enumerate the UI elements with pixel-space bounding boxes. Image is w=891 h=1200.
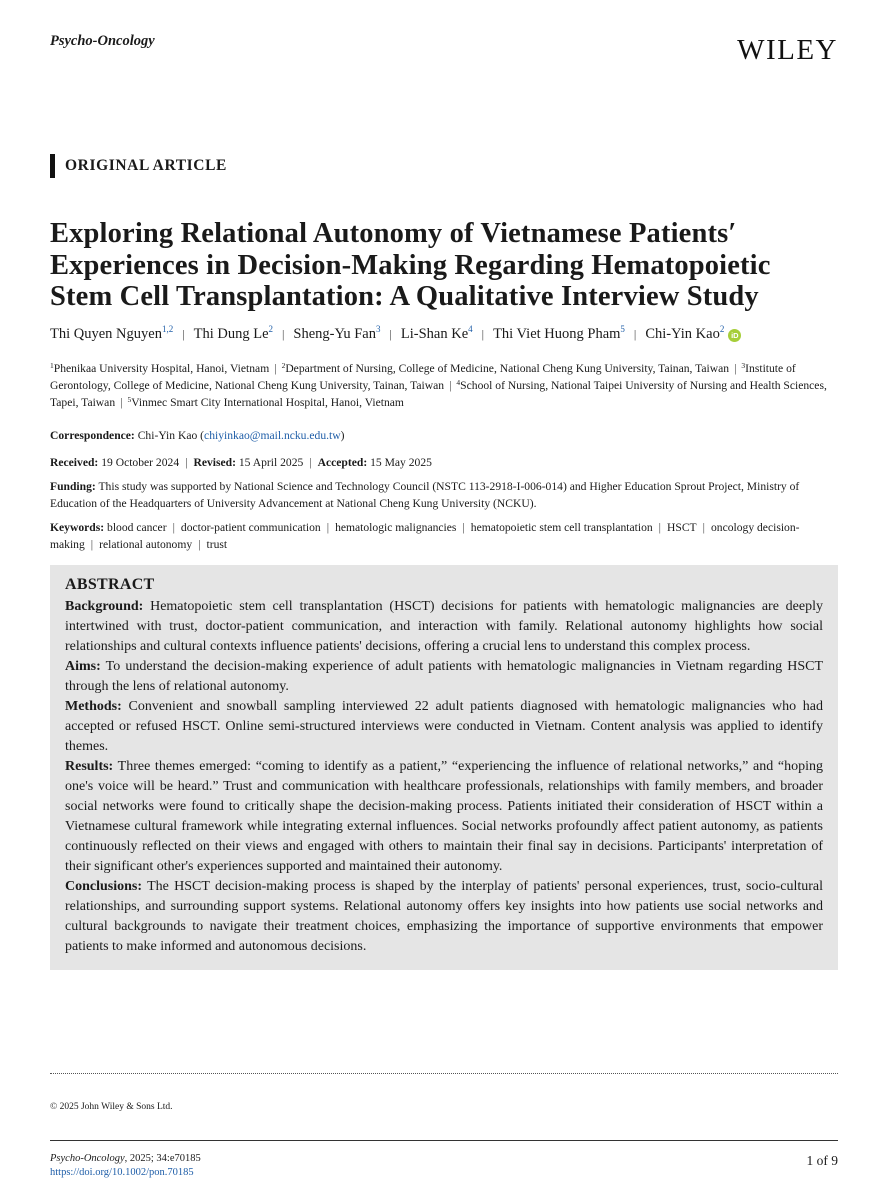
abstract-background: Background: Hematopoietic stem cell transplantation (HSCT) decisions for patients with hematologic malignancies are deeply intertwined with trust, doctor-patient communication, and interaction with family. Relational autonomy highlights how social relationships and cultural contexts influence patients' decisions, offering a crucial lens to understand this complex process. — [65, 599, 823, 654]
article-title: Exploring Relational Autonomy of Vietnamese Patients′ Experiences in Decision-Making Regarding Hematopoietic Stem Cell Transplantation: A Qualitative Interview Study — [50, 218, 771, 312]
correspondence-email-link[interactable]: chiyinkao@mail.ncku.edu.tw — [204, 429, 341, 442]
author[interactable]: Thi Viet Huong Pham$^5$ — [493, 324, 625, 342]
keyword[interactable]: hematopoietic stem cell transplantation — [470, 521, 653, 534]
separator: | — [389, 327, 392, 341]
author[interactable]: Li-Shan Ke$^4$ — [400, 324, 473, 342]
article-type-text: ORIGINAL ARTICLE — [65, 157, 227, 174]
footer-volume: , 2025; 34:e70185 — [124, 1153, 201, 1164]
page-number: 1 of 9 — [806, 1153, 838, 1168]
author[interactable]: Chi-Yin Kao$^2$ — [645, 324, 725, 342]
affiliation: School of Nursing, National Taipei University of Nursing and Health Sciences, Tapei, Taiwan — [50, 379, 827, 409]
divider — [50, 1073, 838, 1074]
abstract-heading: ABSTRACT — [65, 576, 155, 593]
affiliation: Phenikaa University Hospital, Hanoi, Vietnam — [53, 362, 270, 375]
copyright-notice: © 2025 John Wiley & Sons Ltd. — [50, 1102, 173, 1112]
article-dates: Received: 19 October 2024 | Revised: 15 April 2025 | Accepted: 15 May 2025 — [50, 456, 432, 469]
keyword[interactable]: doctor-patient communication — [180, 521, 321, 534]
keyword[interactable]: relational autonomy — [99, 538, 193, 551]
keyword[interactable]: oncology decision-making — [50, 521, 800, 551]
affiliation: Institute of Gerontology, College of Medicine, National Cheng Kung University, Tainan, Taiwan — [50, 362, 796, 392]
abstract-conclusions: Conclusions: The HSCT decision-making process is shaped by the interplay of patients' personal experiences, trust, socio-cultural relationships, and surrounding support systems. Relational autonomy offers key insights into how patients use social networks and cultural backgrounds to navigate their treatment choices, emphasizing the importance of supportive environments that empower patients to make informed and autonomous decisions. — [65, 879, 823, 954]
article-type-label — [50, 154, 227, 178]
keyword[interactable]: trust — [206, 538, 228, 551]
publisher-logo: WILEY — [737, 34, 838, 66]
separator: | — [633, 327, 637, 341]
funding: Funding: This study was supported by National Science and Technology Council (NSTC 113-2918-I-006-014) and Higher Education Sprout Project, Ministry of Education of the Headquarters of University Advancement at National Cheng Kung University (NCKU). — [50, 480, 800, 510]
affiliation-ref[interactable]: 1,2 — [161, 324, 174, 334]
abstract-methods: Methods: Convenient and snowball sampling interviewed 22 adult patients diagnosed with hematologic malignancies who had accepted or refused HSCT. Online semi-structured interviews were conducted in Vietnam. Content analysis was applied to identify themes. — [65, 699, 824, 754]
accepted-date: 15 May 2025 — [370, 456, 432, 469]
footer-journal: Psycho-Oncology — [50, 1153, 125, 1164]
abstract-box — [50, 565, 838, 970]
keyword[interactable]: hematologic malignancies — [335, 521, 457, 534]
keyword[interactable]: blood cancer — [107, 521, 167, 534]
author-list — [50, 326, 838, 343]
author[interactable]: Sheng-Yu Fan$^3$ — [293, 324, 381, 342]
author[interactable]: Thi Dung Le$^2$ — [193, 324, 274, 342]
footer-divider — [50, 1140, 838, 1141]
affiliation-ref[interactable]: 2 — [268, 324, 274, 334]
footer-citation — [50, 1152, 201, 1180]
article-type-bar — [50, 154, 55, 178]
article-page — [50, 0, 838, 1200]
doi-link[interactable]: https://doi.org/10.1002/pon.70185 — [50, 1167, 194, 1178]
orcid-icon[interactable]: iD — [728, 329, 741, 342]
separator: | — [481, 327, 485, 341]
abstract-aims: Aims: To understand the decision-making experience of adult patients with hematologic malignancies in Vietnam regarding HSCT through the lens of relational autonomy. — [65, 659, 823, 694]
funding-text: This study was supported by National Science and Technology Council (NSTC 113-2918-I-006-014) and Higher Education Sprout Project, Ministry of Education of the Headquarters of University Advancement at National Cheng Kung University (NCKU). — [50, 480, 800, 510]
correspondence: Correspondence: Chi-Yin Kao (chiyinkao@mail.ncku.edu.tw) — [50, 429, 345, 442]
affiliation: Department of Nursing, College of Medicine, National Cheng Kung University, Tainan, Taiwan — [285, 362, 730, 375]
abstract-results: Results: Three themes emerged: “coming to identify as a patient,” “experiencing the influence of relational networks,” and “hoping one's voice will be heard.” Trust and communication with healthcare professionals, relationships with family members, and broader social networks were found to critically shape the decision-making process. Patients initiated their consideration of HSCT within a Vietnamese cultural framework while integrating external influences. Social networks profoundly affect patient autonomy, as patients continuously reflected on their views and engaged with others to maintain their final say in decisions. Participants' interpretation of their significant other's experiences supported and maintained their autonomy. — [65, 759, 823, 874]
affiliation-ref[interactable]: 2 — [719, 324, 725, 334]
affiliation-ref[interactable]: 3 — [376, 324, 381, 334]
separator: | — [182, 327, 185, 341]
keyword[interactable]: HSCT — [667, 521, 697, 534]
keywords: Keywords: blood cancer | doctor-patient communication | hematologic malignancies | hematopoietic stem cell transplantation | HSCT | oncology decision-making | relational autonomy | trust — [50, 521, 800, 551]
separator: | — [282, 327, 285, 341]
author[interactable]: Thi Quyen Nguyen$^{1,2}$ — [50, 324, 174, 342]
received-date: 19 October 2024 — [101, 456, 180, 469]
affiliations: $^1$Phenikaa University Hospital, Hanoi, Vietnam | $^2$Department of Nursing, College of Medicine, National Cheng Kung University, Tainan, Taiwan | $^3$Institute of Gerontology, College of Medicine, National Cheng Kung University, Tainan, Taiwan | $^4$School of Nursing, National Taipei University of Nursing and Health Sciences, Tapei, Taiwan | $^5$Vinmec Smart City International Hospital, Hanoi, Vietnam — [50, 361, 827, 409]
affiliation-ref[interactable]: 5 — [620, 324, 625, 334]
revised-date: 15 April 2025 — [238, 456, 304, 469]
affiliation: Vinmec Smart City International Hospital, Hanoi, Vietnam — [131, 396, 404, 409]
affiliation-ref[interactable]: 4 — [468, 324, 473, 334]
journal-running-head: Psycho-Oncology — [50, 33, 155, 49]
